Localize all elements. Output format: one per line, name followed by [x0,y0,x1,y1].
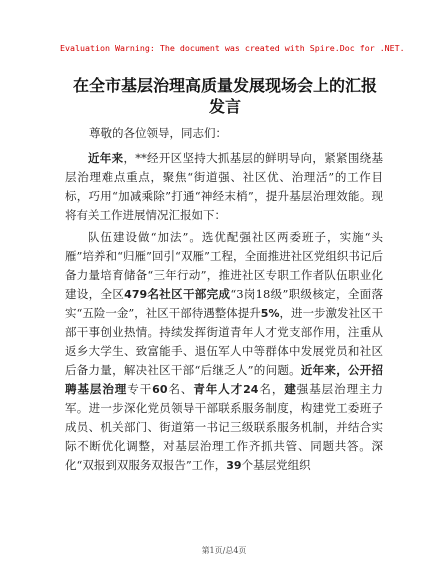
document-title: 在全市基层治理高质量发展现场会上的汇报发言 [72,76,377,116]
lead-phrase: 近年来 [88,151,124,165]
text-segment: 强基层治理主力军。进一步深化党员领导干部联系服务制度，构建党工委班子成员、机关部门、街道第一书记三级联系服务机制，并结合实际不断优化调整，对基层治理工作齐抓共管、同题共答。深化“双报到双服务双报告”工作， [65,382,383,472]
paragraph-intro [65,149,383,225]
page-footer: 第1页/总4页 [201,546,247,555]
bold-number: 39 [226,459,242,472]
text-segment: “3岗18级”职级核定，全面落实“五险一金”，社区干部待遇整体提升 [65,287,384,320]
intro-text: ，**经开区坚持大抓基层的鲜明导向，紧紧围绕基层治理难点重点，聚焦“街道强、社区优、治理活”的工作目标，巧用“加减乘除”打通“神经末梢”，提升基层治理效能。现将有关工作进展情况汇报如下： [65,151,383,222]
bold-number: 24 [243,383,259,396]
salutation: 尊敬的各位领导，同志们： [89,126,227,140]
text-segment: 名、 [167,382,194,396]
text-segment: 名， [258,382,285,396]
bold-phrase: 青年人才 [193,382,244,396]
text-segment: 队伍建设做“加法”。选优配强社区两委班子，实施“头雁”培养和“归雁”回引“双雁”工程，全面推进社区党组织书记后备力量培育储备“三年行动”，推进社区专职工作者队伍职业化建设，全区 [65,230,383,301]
bold-number: 479 [124,288,148,301]
bold-number: 5% [260,307,280,320]
text-segment: ，进一步激发社区干部干事创业热情。持续发挥街道青年人才党支部作用，注重从返乡大学生、致富能手、退伍军人中等群体中发展党员和社区后备力量，解决社区干部“后继乏人”的问题。 [65,306,383,377]
paragraph-team-building [65,228,383,475]
bold-phrase: 建 [284,382,297,396]
bold-phrase: 近年来，公开招聘基层治理 [65,363,383,396]
text-segment: 专干 [127,382,153,396]
text-segment: 个基层党组织 [241,458,311,472]
evaluation-warning: Evaluation Warning: The document was created with Spire.Doc for .NET. [60,43,405,53]
document-body [65,149,383,478]
bold-phrase: 名社区干部完成 [147,287,231,301]
bold-number: 60 [152,383,168,396]
